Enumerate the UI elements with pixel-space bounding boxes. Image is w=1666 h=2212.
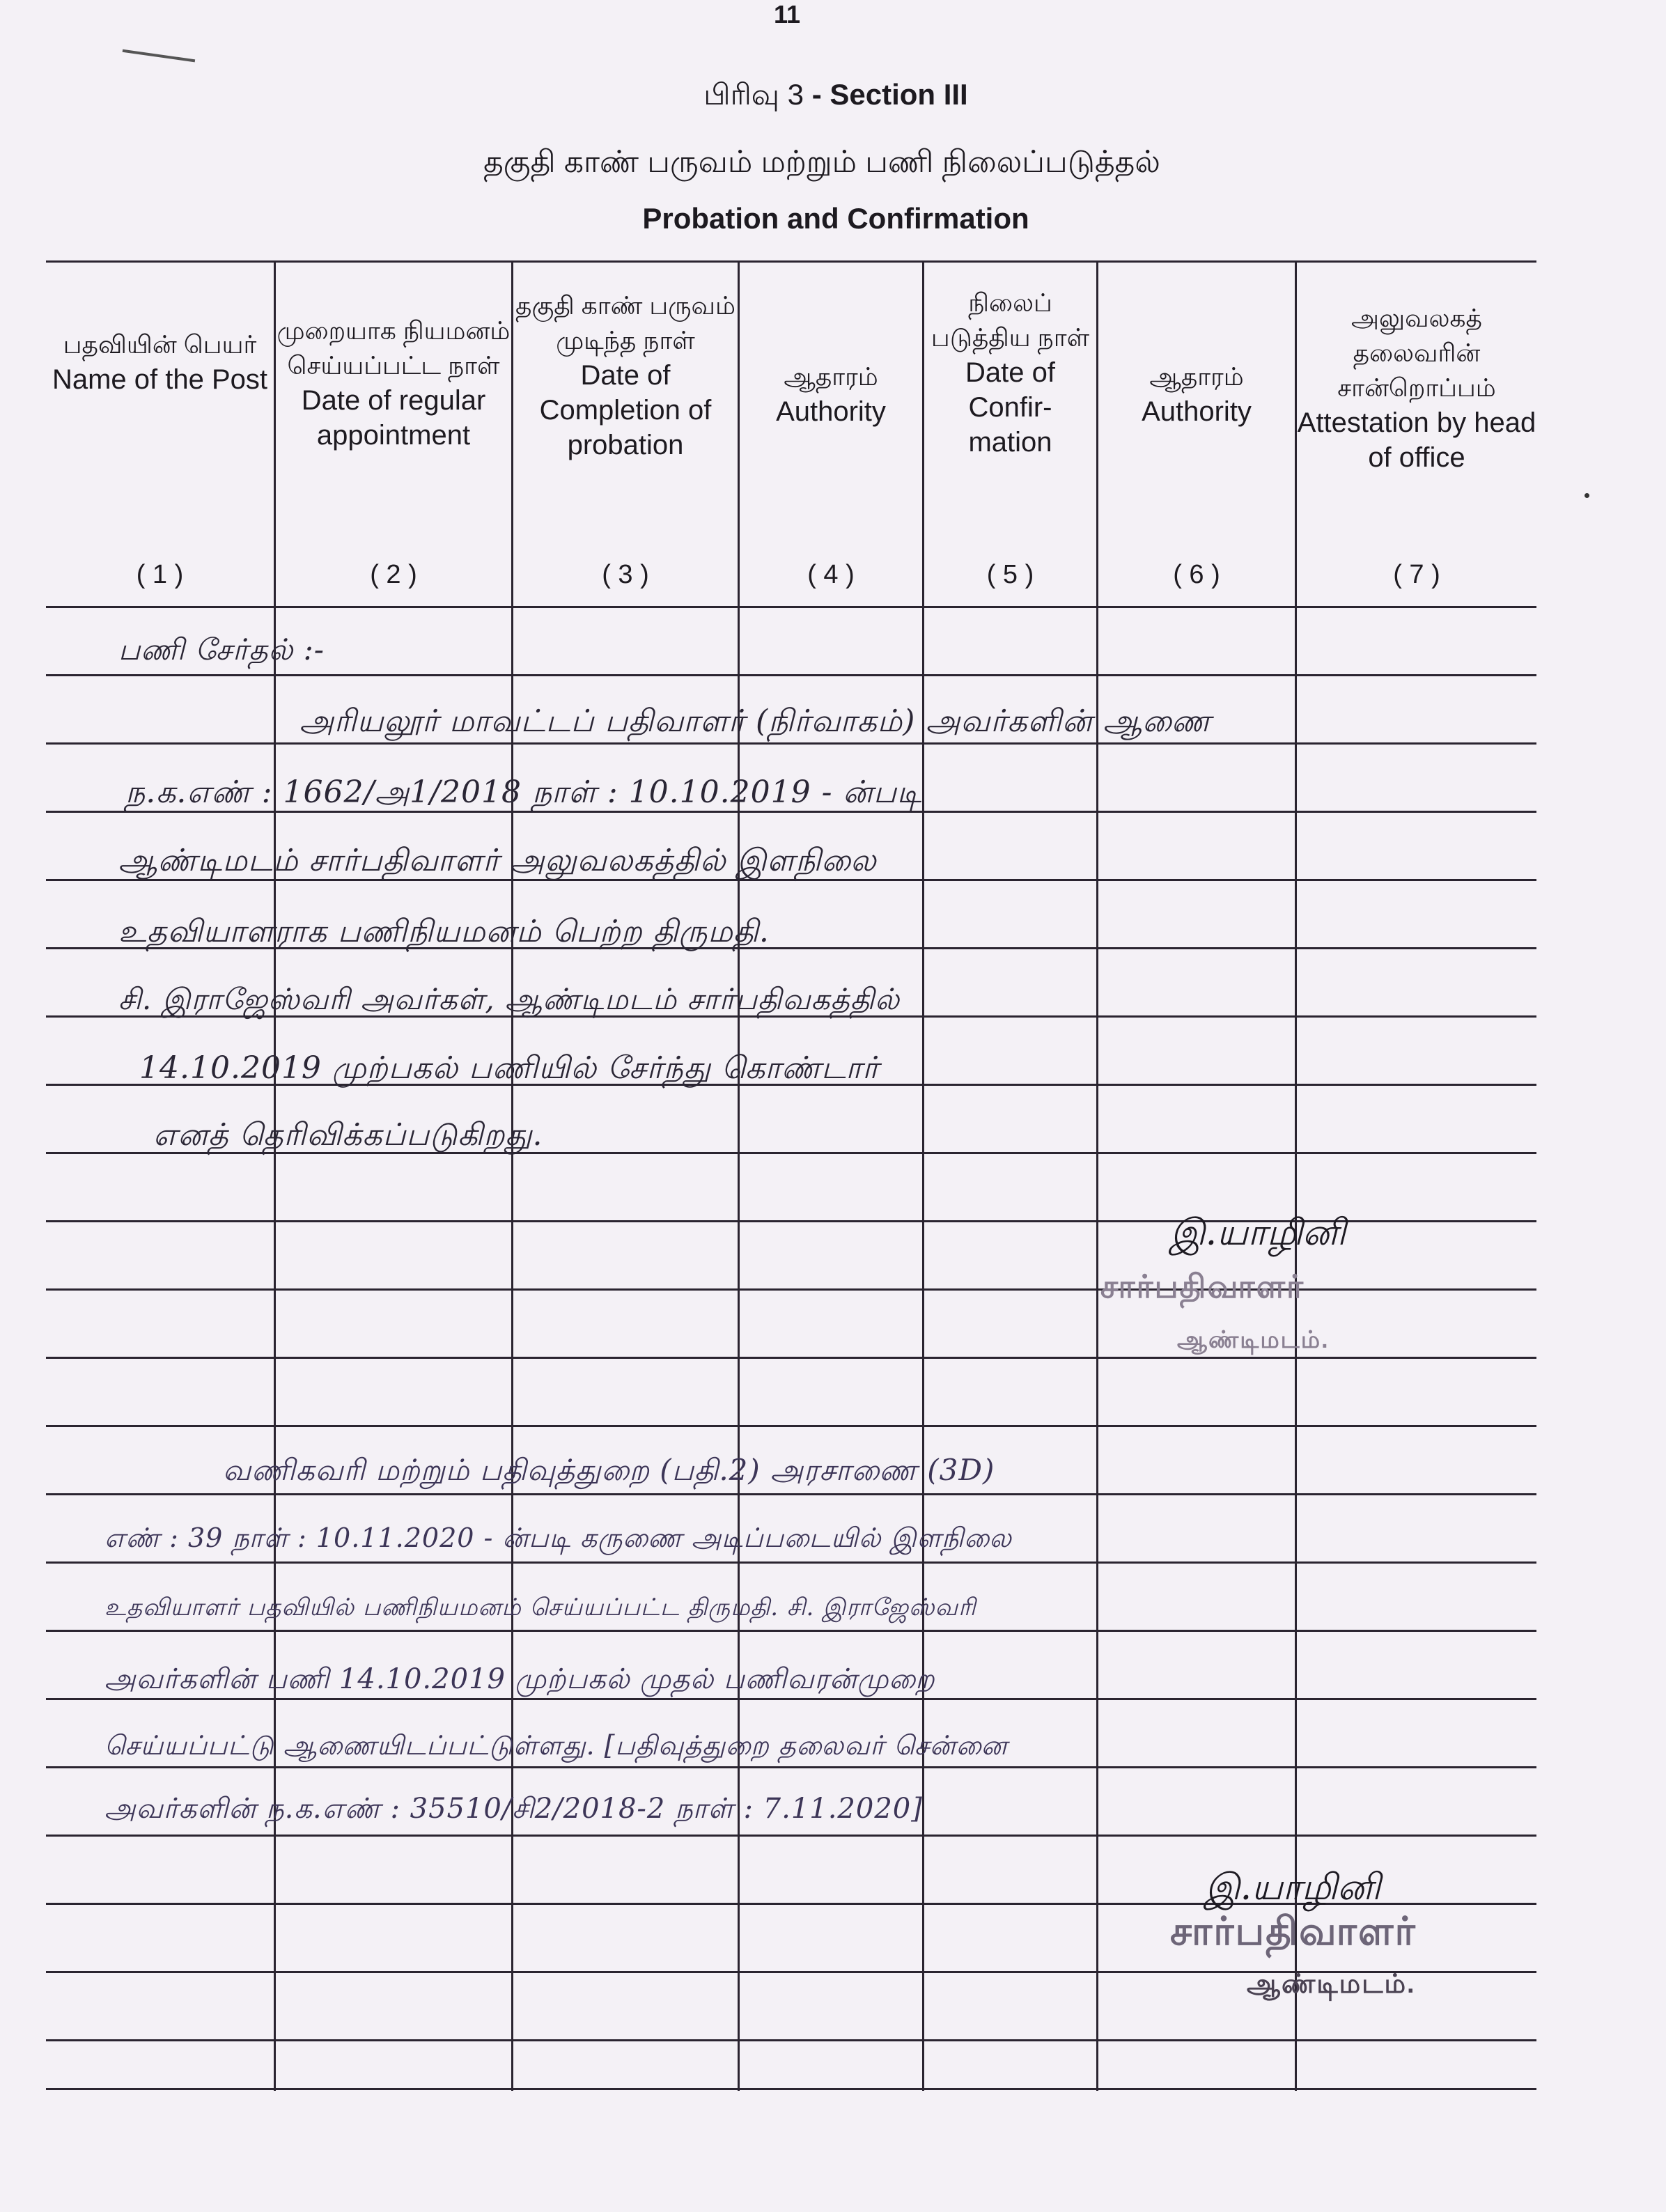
stamp-place: ஆண்டிமடம். [1177, 1327, 1330, 1353]
entry1-line: அரியலூர் மாவட்டப் பதிவாளர் (நிர்வாகம்) அவர்களின் ஆணை [299, 703, 1212, 739]
stamp-title: சார்பதிவாளர் [1170, 1909, 1417, 1953]
table-top-rule [46, 260, 1536, 263]
header-bottom-rule [46, 606, 1536, 608]
stamp-place: ஆண்டிமடம். [1247, 1970, 1416, 1999]
row-rule [46, 2039, 1536, 2041]
column-number: ( 3 ) [602, 560, 649, 589]
title-tamil: தகுதி காண் பருவம் மற்றும் பணி நிலைப்படுத்தல் [483, 145, 1160, 179]
pen-scratch-mark [122, 49, 195, 67]
entry1-line: எனத் தெரிவிக்கப்படுகிறது. [153, 1117, 543, 1153]
entry2-line: அவர்களின் பணி 14.10.2019 முற்பகல் முதல் பணிவரன்முறை [104, 1663, 935, 1695]
column-number: ( 1 ) [136, 560, 184, 589]
signature: இ.யாழினி [1170, 1212, 1346, 1254]
column-header-5: நிலைப் படுத்திய நாள் Date of Confir- mation [931, 288, 1090, 458]
section-number: 3 [787, 78, 804, 111]
entry1-line: 14.10.2019 முற்பகல் பணியில் சேர்ந்து கொண்டார் [139, 1050, 880, 1086]
section-english: - Section III [811, 78, 968, 111]
row-rule [46, 674, 1536, 676]
entry1-line: உதவியாளராக பணிநியமனம் பெற்ற திருமதி. [118, 914, 770, 949]
row-rule [46, 1288, 1536, 1291]
row-rule [46, 1493, 1536, 1495]
row-rule [46, 1357, 1536, 1359]
entry2-line: உதவியாளர் பதவியில் பணிநியமனம் செய்யப்பட்ட திருமதி. சி. இராஜேஸ்வரி [104, 1594, 976, 1621]
row-rule [46, 1425, 1536, 1427]
column-header-4: ஆதாரம் Authority [776, 362, 886, 427]
column-number: ( 6 ) [1173, 560, 1220, 589]
column-divider [1295, 260, 1297, 2091]
entry2-line: வணிகவரி மற்றும் பதிவுத்துறை (பதி.2) அரசாணை (3D) [223, 1453, 995, 1487]
entry1-line: ஆண்டிமடம் சார்பதிவாளர் அலுவலகத்தில் இளநிலை [118, 843, 877, 878]
signature: இ.யாழினி [1205, 1867, 1381, 1908]
title-english: Probation and Confirmation [642, 202, 1029, 235]
table-bottom-rule [46, 2088, 1536, 2090]
column-number: ( 4 ) [807, 560, 855, 589]
entry2-line: எண் : 39 நாள் : 10.11.2020 - ன்படி கருணை அடிப்படையில் இளநிலை [104, 1522, 1012, 1553]
column-divider [1096, 260, 1098, 2091]
row-rule [46, 1630, 1536, 1632]
entry1-line: சி. இராஜேஸ்வரி அவர்கள், ஆண்டிமடம் சார்பதிவகத்தில் [118, 982, 900, 1016]
column-header-2: முறையாக நியமனம் செய்யப்பட்ட நாள் Date of regular appointment [277, 316, 511, 451]
column-number: ( 7 ) [1393, 560, 1440, 589]
column-header-7: அலுவலகத் தலைவரின் சான்றொப்பம் Attestation by head of office [1297, 304, 1536, 473]
ink-dot [1585, 493, 1589, 498]
entry2-line: அவர்களின் ந.க.எண் : 35510/சி2/2018-2 நாள் : 7.11.2020] [104, 1793, 923, 1825]
stamp-title: சார்பதிவாளர் [1100, 1268, 1305, 1304]
column-header-1: பதவியின் பெயர் Name of the Post [52, 330, 268, 395]
page-number: 11 [773, 0, 801, 29]
column-number: ( 5 ) [986, 560, 1034, 589]
entry1-heading: பணி சேர்தல் :- [118, 632, 325, 667]
column-header-3: தகுதி காண் பருவம் முடிந்த நாள் Date of Completion of probation [515, 291, 735, 460]
section-tamil: பிரிவு [703, 78, 779, 111]
row-rule [46, 1766, 1536, 1768]
entry1-line: ந.க.எண் : 1662/அ1/2018 நாள் : 10.10.2019 - ன்படி [125, 774, 922, 810]
row-rule [46, 1561, 1536, 1564]
section-heading [488, 78, 1184, 116]
row-rule [46, 1835, 1536, 1837]
column-number: ( 2 ) [370, 560, 417, 589]
column-header-6: ஆதாரம் Authority [1142, 362, 1252, 427]
entry2-line: செய்யப்பட்டு ஆணையிடப்பட்டுள்ளது. [பதிவுத்துறை தலைவர் சென்னை [104, 1730, 1008, 1761]
